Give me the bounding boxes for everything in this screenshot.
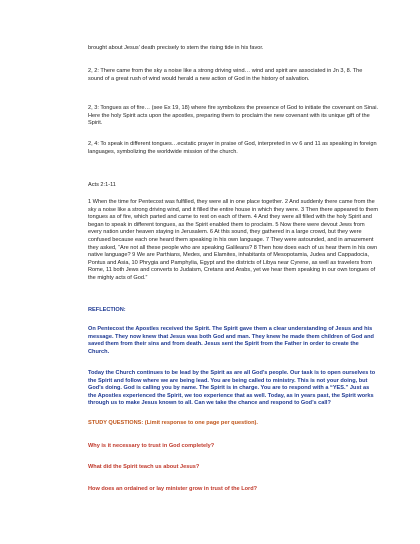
note-2-4 [88, 141, 378, 156]
question-text: Why is it necessary to trust in God completely? [88, 443, 215, 449]
study-heading-text: STUDY QUESTIONS: (Limit response to one page per question). [88, 420, 258, 426]
intro-paragraph [88, 45, 378, 53]
question-text: How does an ordained or lay minister grow in trust of the Lord? [88, 486, 258, 492]
reading-text [88, 199, 378, 283]
reading-reference [88, 182, 378, 190]
reflection-text-2: Today the Church continues to be lead by the Spirit as are all God’s people. Our task is to open ourselves to the Spirit and follow where we are being lead. You are being called to ministry. This is not your doing, but God’s doing. God is calling you by name. The Spirit is in charge. You are to respond with a “YES.” Just as the Apostles experienced the Spirit, we too experience that as well. Today, as in years past, the Spirit works through us to make Jesus known to all. Can we take the chance and respond to God’s call? [88, 370, 376, 407]
note-text: 2, 2: There came from the sky a noise like a strong driving wind… wind and spirit are associated in Jn 3, 8. The sound of a great rush of wind would herald a new action of God in the history of salvation. [88, 68, 363, 82]
study-questions-heading [88, 420, 378, 428]
note-text: 2, 4: To speak in different tongues…ecstatic prayer in praise of God, interpreted in vv 6 and 11 as speaking in foreign languages, symbolizing the worldwide mission of the church. [88, 141, 377, 155]
question-text: What did the Spirit teach us about Jesus? [88, 464, 200, 470]
reading-body: 1 When the time for Pentecost was fulfilled, they were all in one place together. 2 And suddenly there came from the sky a noise like a strong driving wind, and it filled the entire house in which they were. 3 Then there appeared to them tongues as of fire, which parted and came to rest on each of them. 4 And they were all filled with the holy Spirit and began to speak in different tongues, as the Spirit enabled them to proclaim. 5 Now there were devout Jews from every nation under heaven staying in Jerusalem. 6 At this sound, they gathered in a large crowd, but they were confused because each one heard them speaking in his own language. 7 They were astounded, and in amazement they asked, “Are not all these people who are speaking Galileans? 8 Then how does each of us hear them in his own native language? 9 We are Parthians, Medes, and Elamites, inhabitants of Mesopotamia, Judea and Cappadocia, Pontus and Asia, 10 Phrygia and Pamphylia, Egypt and the districts of Libya near Cyrene, as well as travelers from Rome, 11 both Jews and converts to Judaism, Cretans and Arabs, yet we hear them speaking in our own tongues of the mighty acts of God.” [88, 199, 379, 281]
reading-ref-text: Acts 2:1-11 [88, 182, 116, 188]
intro-text: brought about Jesus’ death precisely to stem the rising tide in his favor. [88, 45, 264, 51]
reflection-heading-text: REFLECTION: [88, 307, 126, 313]
note-2-3 [88, 105, 378, 128]
question-3 [88, 486, 378, 494]
reflection-text-1: On Pentecost the Apostles received the Spirit. The Spirit gave them a clear understanding of Jesus and his message. They now knew that Jesus was both God and man. They knew he made them children of God and saved them from their sins and from death. Jesus sent the Spirit from the Father in order to create the Church. [88, 326, 374, 355]
question-2 [88, 464, 378, 472]
note-2-2 [88, 68, 378, 83]
note-text: 2, 3: Tongues as of fire… (see Ex 19, 18) where fire symbolizes the presence of God to initiate the covenant on Sinai. Here the holy Spirit acts upon the apostles, preparing them to proclaim the new covenant with its unique gift of the Spirit. [88, 105, 379, 127]
reflection-paragraph-1 [88, 326, 378, 356]
reflection-heading [88, 307, 378, 315]
question-1 [88, 443, 378, 451]
reflection-paragraph-2 [88, 370, 378, 408]
